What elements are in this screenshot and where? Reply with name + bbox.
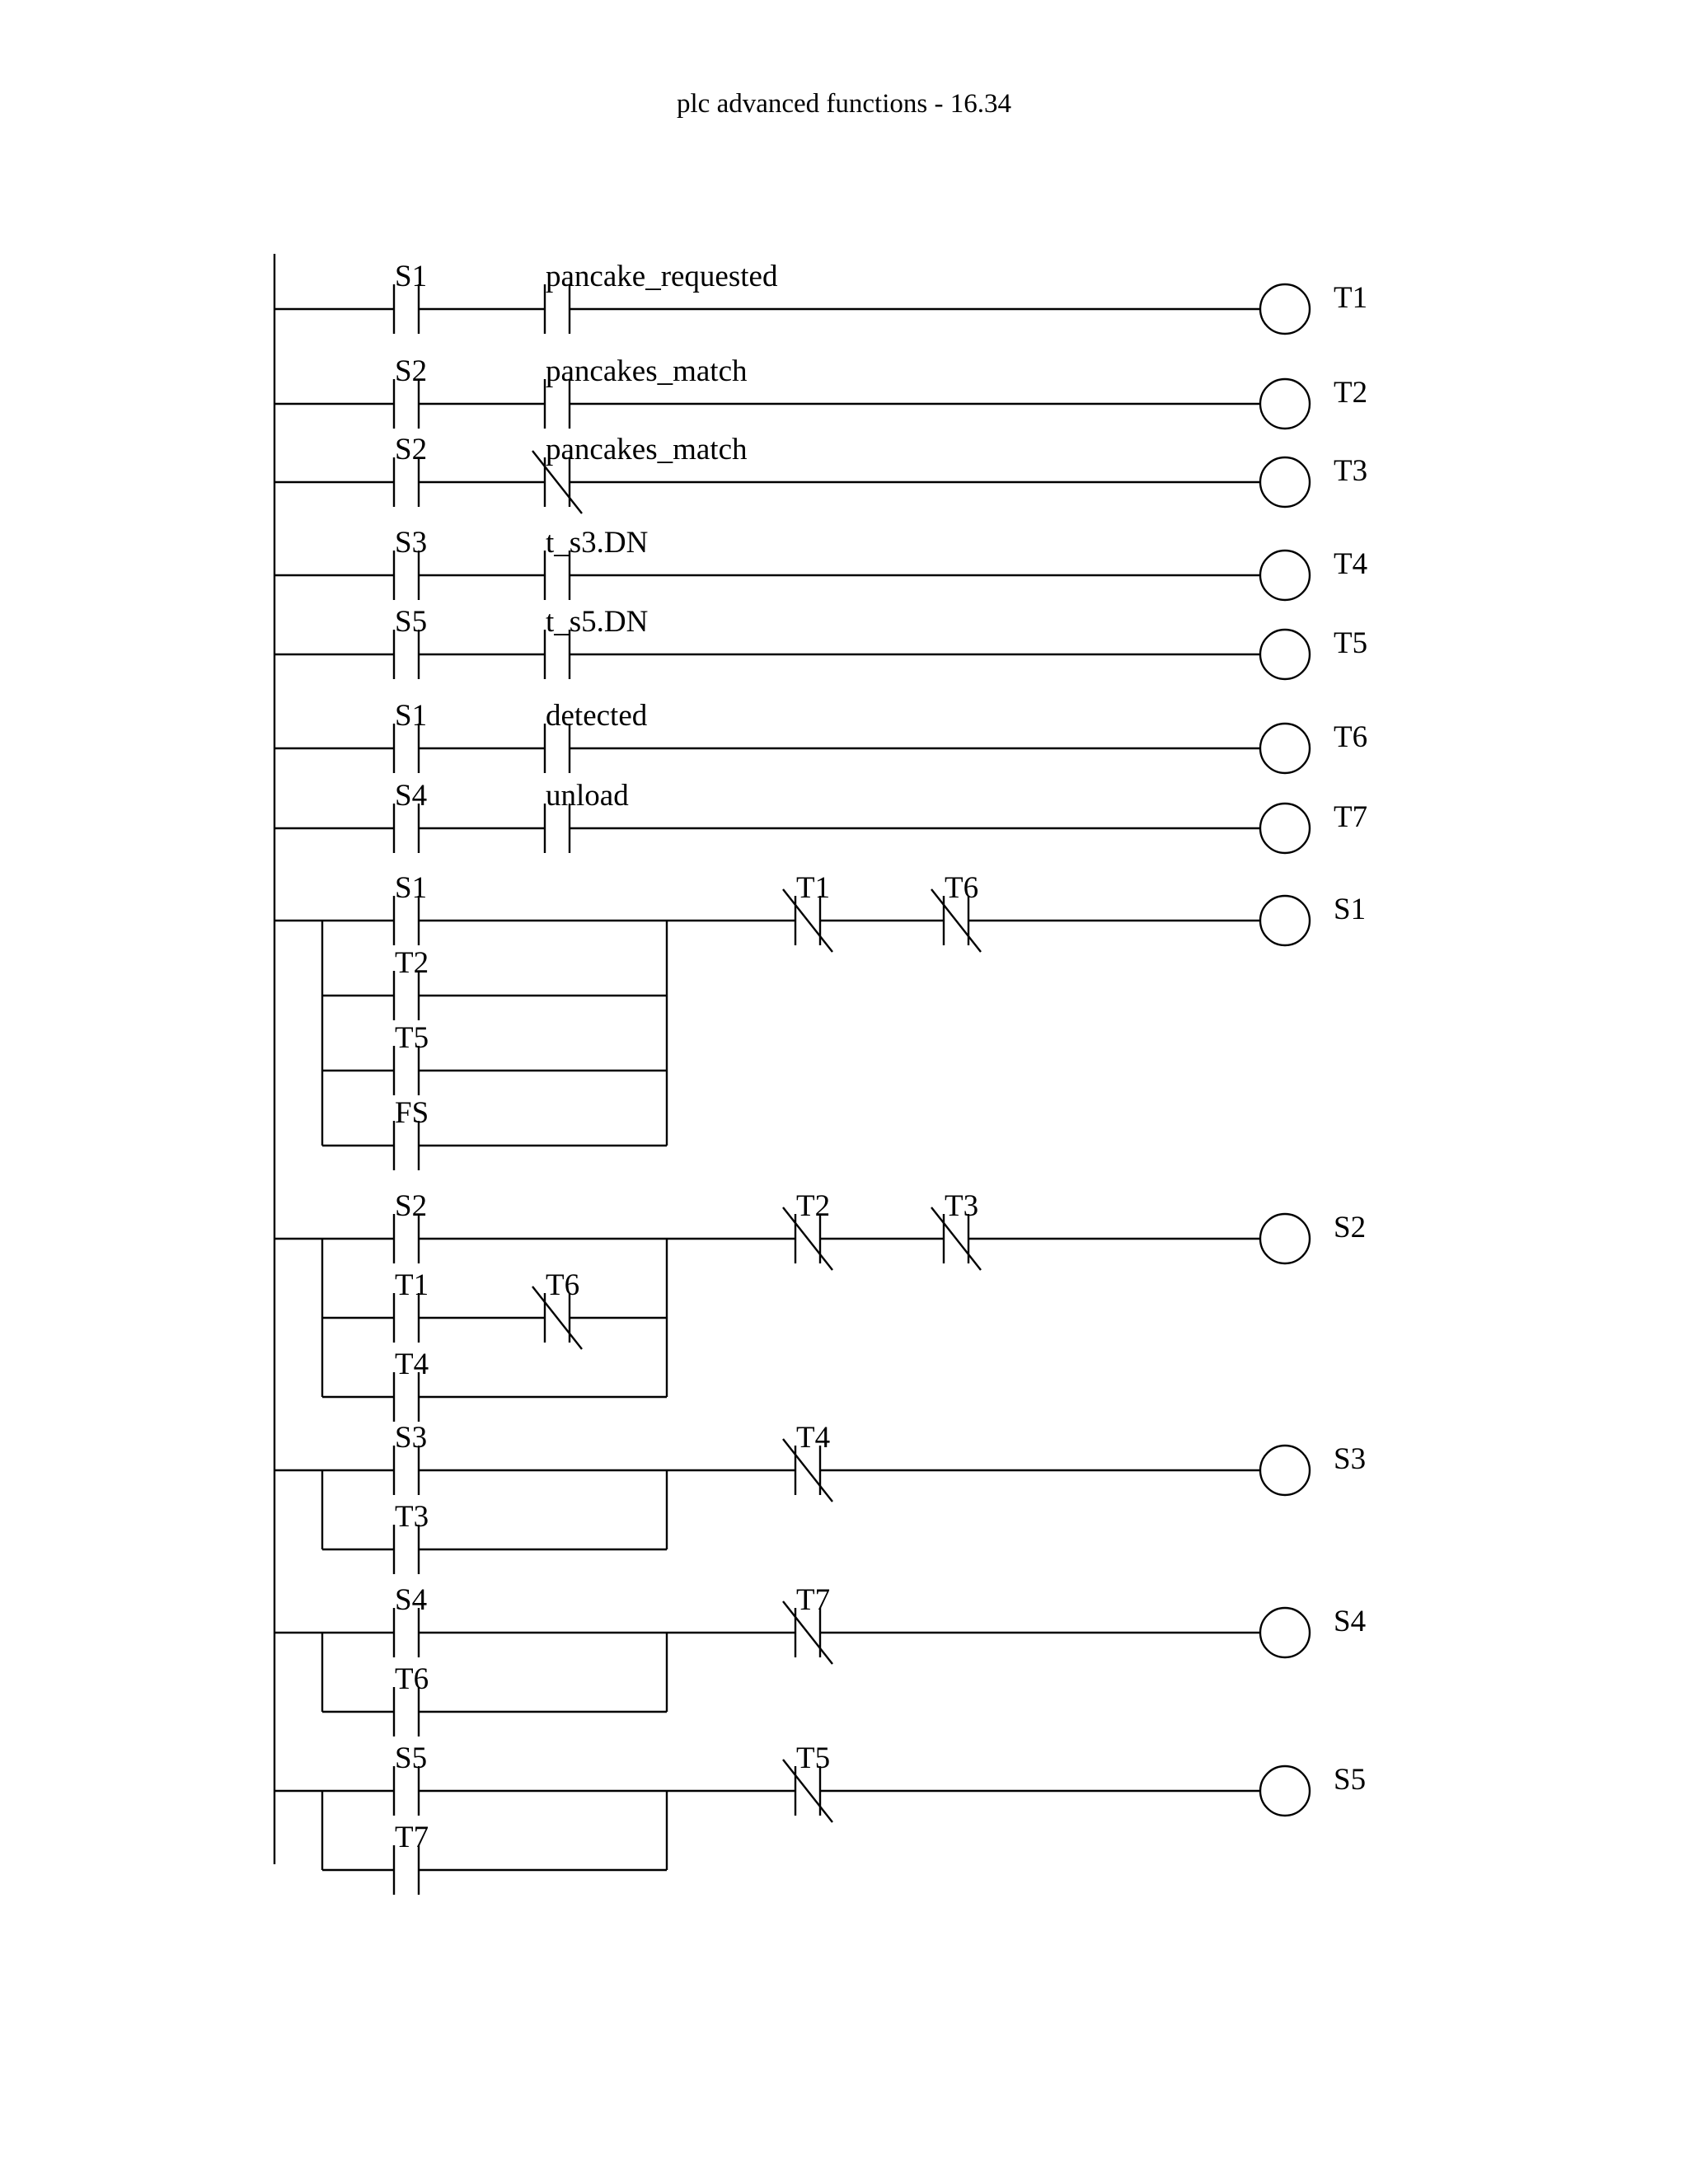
rung-t7-c2-contact-label: unload (546, 779, 629, 813)
rung-s1-branch2-c1-contact-label: FS (395, 1096, 429, 1130)
rung-t3-coil (1260, 457, 1310, 507)
rung-s1-main-contact-label: S1 (395, 871, 428, 905)
rung-t3-c2-contact-label: pancakes_match (546, 433, 748, 466)
rung-t7-coil (1260, 804, 1310, 853)
rung-t5-c2-contact-label: t_s5.DN (546, 605, 649, 639)
rung-s5-branch0-c1-contact-label: T7 (395, 1821, 429, 1854)
rung-t1-c2-contact-label: pancake_requested (546, 260, 778, 293)
rung-s5-coil (1260, 1766, 1310, 1816)
rung-t5-coil-label: T5 (1334, 626, 1368, 660)
rung-s3-branch0-c1-contact-label: T3 (395, 1500, 429, 1534)
rung-t2-c1-contact-label: S2 (395, 354, 428, 388)
rung-t3-c1-contact-label: S2 (395, 433, 428, 466)
rung-s4-branch0-c1-contact-label: T6 (395, 1662, 429, 1696)
rung-s3-main-contact-label: S3 (395, 1421, 428, 1455)
page-header: plc advanced functions - 16.34 (677, 89, 1011, 119)
rung-s4-main-contact-label: S4 (395, 1583, 428, 1617)
rung-t6-c1-contact-label: S1 (395, 699, 428, 733)
rung-t4-coil (1260, 551, 1310, 600)
rung-s2-coil-label: S2 (1334, 1211, 1367, 1244)
rung-s4-series0-contact-label: T7 (796, 1583, 831, 1617)
rung-s2-branch1-c1-contact-label: T4 (395, 1347, 429, 1381)
rung-t2-coil (1260, 379, 1310, 429)
rung-t4-coil-label: T4 (1334, 547, 1368, 581)
rung-t7-c1-contact-label: S4 (395, 779, 428, 813)
rung-s2-branch0-c2-contact-label: T6 (546, 1268, 580, 1302)
rung-t2-c2-contact-label: pancakes_match (546, 354, 748, 388)
rung-s4-coil (1260, 1608, 1310, 1657)
rung-t7-coil-label: T7 (1334, 800, 1368, 834)
rung-s1-series0-contact-label: T1 (796, 871, 831, 905)
rung-s4-coil-label: S4 (1334, 1605, 1367, 1638)
rung-s5-coil-label: S5 (1334, 1763, 1367, 1797)
rung-t2-coil-label: T2 (1334, 376, 1368, 410)
rung-t5-coil (1260, 630, 1310, 679)
rung-s1-coil (1260, 896, 1310, 945)
rung-s3-series0-contact-label: T4 (796, 1421, 831, 1455)
rung-s2-series1-contact-label: T3 (945, 1189, 979, 1223)
rung-s2-series0-contact-label: T2 (796, 1189, 831, 1223)
rung-t1-c1-contact-label: S1 (395, 260, 428, 293)
rung-s1-branch0-c1-contact-label: T2 (395, 946, 429, 980)
rung-s1-coil-label: S1 (1334, 893, 1367, 926)
rung-s3-coil-label: S3 (1334, 1442, 1367, 1476)
rung-t4-c1-contact-label: S3 (395, 526, 428, 560)
rung-s2-main-contact-label: S2 (395, 1189, 428, 1223)
rung-t1-coil (1260, 284, 1310, 334)
rung-s5-series0-contact-label: T5 (796, 1741, 831, 1775)
rung-t6-coil (1260, 724, 1310, 773)
rung-t3-coil-label: T3 (1334, 454, 1368, 488)
rung-s3-coil (1260, 1446, 1310, 1495)
rung-t4-c2-contact-label: t_s3.DN (546, 526, 649, 560)
rung-t6-c2-contact-label: detected (546, 699, 648, 733)
rung-s5-main-contact-label: S5 (395, 1741, 428, 1775)
rung-s1-series1-contact-label: T6 (945, 871, 979, 905)
rung-s2-branch0-c1-contact-label: T1 (395, 1268, 429, 1302)
rung-t5-c1-contact-label: S5 (395, 605, 428, 639)
rung-s2-coil (1260, 1214, 1310, 1263)
rung-t1-coil-label: T1 (1334, 281, 1368, 315)
rung-t6-coil-label: T6 (1334, 720, 1368, 754)
rung-s1-branch1-c1-contact-label: T5 (395, 1021, 429, 1055)
